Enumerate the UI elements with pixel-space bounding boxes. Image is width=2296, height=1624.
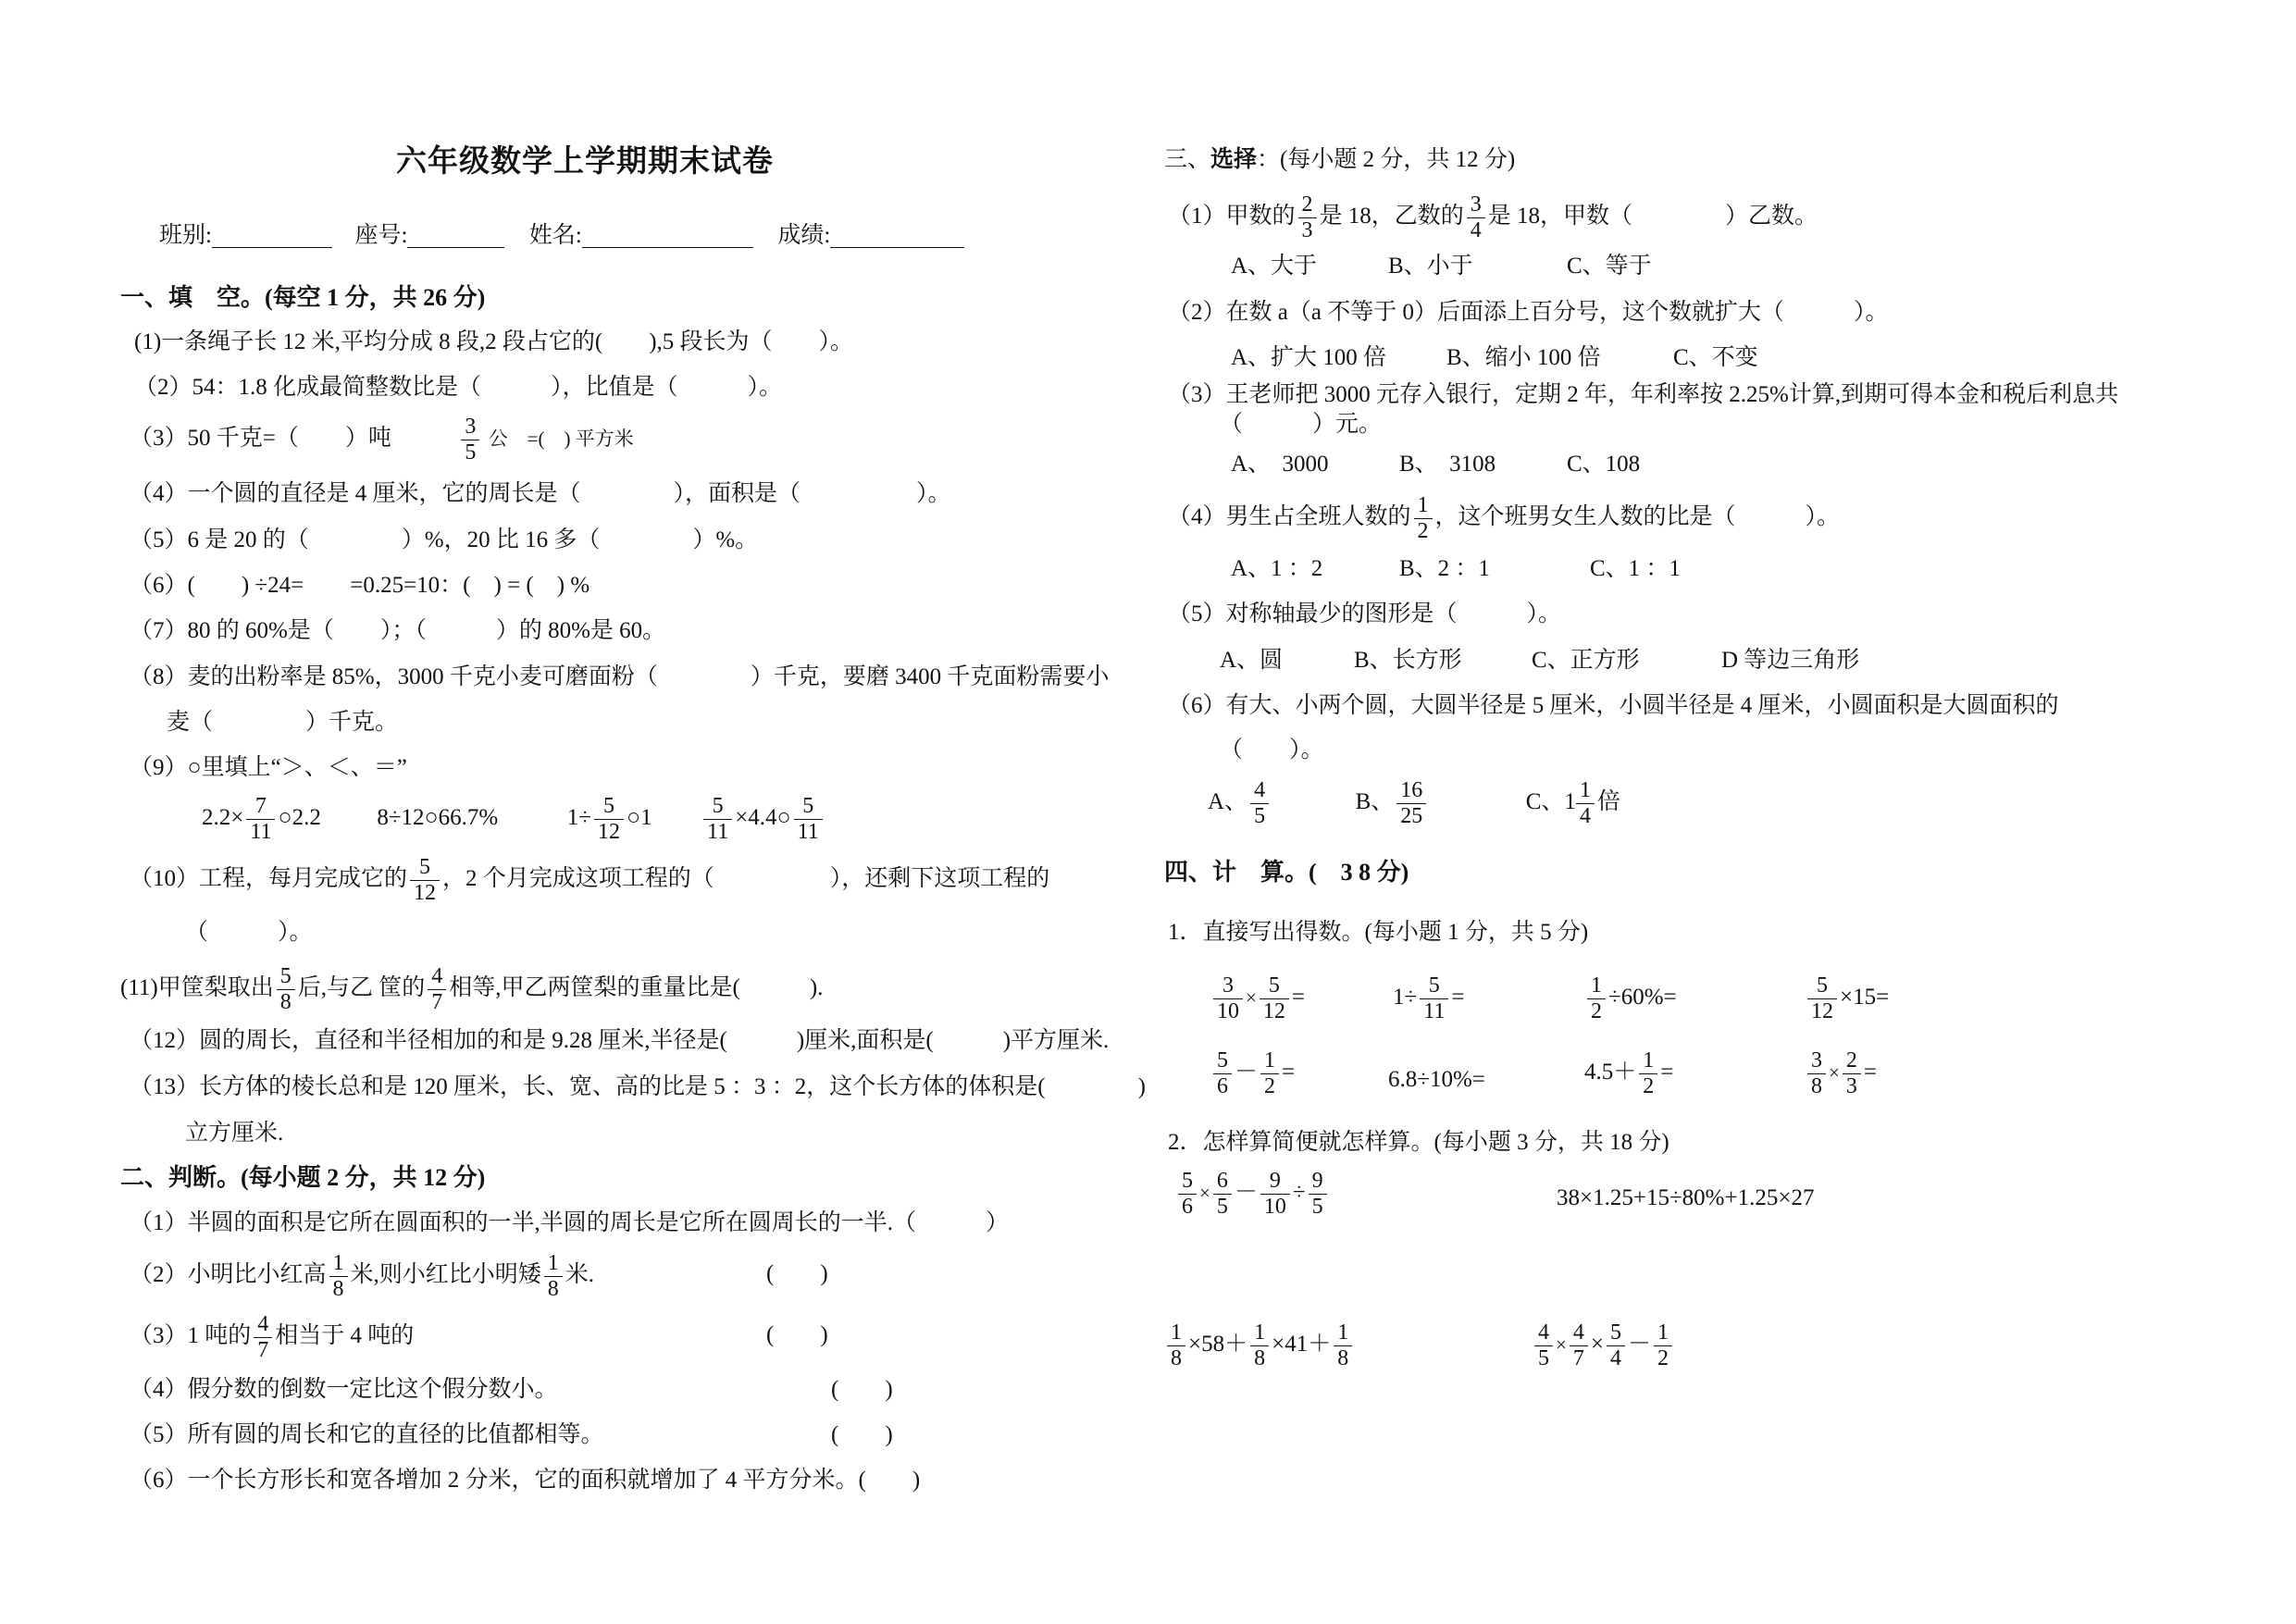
name-label: 姓名: (528, 223, 582, 248)
s1-q12: （12）圆的周长，直径和半径相加的和是 9.28 厘米,半径是( )厘米,面积是( )平方厘米. (130, 1028, 1110, 1053)
s1-q8-line2: 麦（ ）千克。 (167, 710, 399, 735)
s3-q4-opt-b: B、2 ：1 (1399, 556, 1490, 581)
s4-e3: $\frac{1}{8}$ ×58＋ $\frac{1}{8}$ ×41＋ $\frac{1}{8}$ (1164, 1320, 1355, 1371)
exam-title: 六年级数学上学期期末试卷 (396, 145, 774, 179)
s1-q9: （9）○里填上“＞、＜、＝” (130, 755, 407, 780)
s4-r1-d: $\frac{5}{12}$ ×15= (1805, 973, 1889, 1024)
s2-q2-paren: ( ) (766, 1261, 828, 1286)
s1-q8-line1: （8）麦的出粉率是 85%，3000 千克小麦可磨面粉（ ）千克，要磨 3400 千克面粉需要小 (130, 664, 1110, 689)
section-3-heading: 三、选择：(每小题 2 分，共 12 分) (1164, 147, 1516, 172)
s3-q4: （4）男生占全班人数的 $\frac{1}{2}$ ，这个班男女生人数的比是（ ）。 (1168, 493, 1841, 543)
s3-q1-opt-c: C、等于 (1567, 254, 1652, 279)
s3-q5-opt-c: C、正方形 (1532, 648, 1640, 673)
s3-q5-opt-b: B、长方形 (1354, 648, 1462, 673)
s3-q2-opt-b: B、缩小 100 倍 (1446, 345, 1601, 370)
s3-q2-opt-a: A、扩大 100 倍 (1231, 345, 1387, 370)
s1-q10: （10）工程，每月完成它的 $\frac{5}{12}$ ，2 个月完成这项工程的（ ），还剩下这项工程的 (130, 855, 1050, 905)
s4-part1: 1．直接写出得数。(每小题 1 分，共 5 分) (1168, 920, 1589, 945)
s1-q3: （3）50 千克=（ ）吨 $\frac{3}{5}$ 公 =( ) 平方米 (130, 415, 634, 465)
student-info-row (159, 222, 964, 250)
s3-q1-opt-a: A、大于 (1231, 254, 1318, 279)
s2-q4: （4）假分数的倒数一定比这个假分数小。 (130, 1377, 558, 1402)
class-field[interactable] (212, 223, 332, 248)
seat-label: 座号: (354, 223, 408, 248)
s2-q4-paren: ( ) (831, 1377, 893, 1402)
s3-q6-options: A、 $\frac{4}{5}$ B、 $\frac{16}{25}$ C、1 $\frac{1}{4}$ 倍 (1208, 778, 1620, 828)
s4-r1-c: $\frac{1}{2}$ ÷60%= (1584, 973, 1677, 1024)
s2-q3-paren: ( ) (766, 1322, 828, 1347)
s2-q1: （1）半圆的面积是它所在圆面积的一半,半圆的周长是它所在圆周长的一半.（ ） (130, 1210, 1010, 1235)
s4-r2-a: $\frac{5}{6}$ － $\frac{1}{2}$ = (1210, 1048, 1295, 1099)
s3-q2: （2）在数 a（a 不等于 0）后面添上百分号，这个数就扩大（ ）。 (1168, 300, 1889, 325)
s3-q3-line2: （ ）元。 (1220, 412, 1383, 437)
s1-q1: (1)一条绳子长 12 米,平均分成 8 段,2 段占它的( ),5 段长为（ ）。 (134, 329, 854, 354)
s4-r2-d: $\frac{3}{8}$ × $\frac{2}{3}$ = (1805, 1048, 1877, 1099)
s2-q2: （2）小明比小红高 $\frac{1}{8}$ 米,则小红比小明矮 $\frac{1}{8}$ 米. (130, 1251, 595, 1301)
s3-q3-opt-a: A、 3000 (1231, 452, 1329, 477)
s2-q5-paren: ( ) (831, 1422, 893, 1447)
s2-q6: （6）一个长方形长和宽各增加 2 分米，它的面积就增加了 4 平方分米。( ) (130, 1468, 921, 1493)
section-1-heading: 一、填 空。(每空 1 分，共 26 分) (120, 284, 486, 311)
s1-q4: （4）一个圆的直径是 4 厘米，它的周长是（ ），面积是（ ）。 (130, 481, 951, 506)
s3-q4-opt-c: C、1 ：1 (1590, 556, 1681, 581)
s3-q6-line2: （ ）。 (1220, 738, 1324, 762)
s3-q3-opt-b: B、 3108 (1399, 452, 1496, 477)
section-4-heading: 四、计 算。( 3 8 分) (1164, 859, 1409, 886)
s1-q7: （7）80 的 60%是（ ）；（ ）的 80%是 60。 (130, 618, 666, 643)
s1-q13-line2: 立方厘米. (185, 1121, 284, 1146)
section-2-heading: 二、判断。(每小题 2 分，共 12 分) (120, 1164, 486, 1191)
score-label: 成绩: (777, 223, 831, 248)
name-field[interactable] (582, 223, 753, 248)
s3-q6-line1: （6）有大、小两个圆，大圆半径是 5 厘米，小圆半径是 4 厘米，小圆面积是大圆面积的 (1168, 693, 2059, 718)
s3-q1: （1）甲数的 $\frac{2}{3}$ 是 18，乙数的 $\frac{3}{4}$ 是 18，甲数（ ）乙数。 (1168, 192, 1818, 242)
s2-q3: （3）1 吨的 $\frac{4}{7}$ 相当于 4 吨的 (130, 1312, 415, 1362)
s4-e2: 38×1.25+15÷80%+1.25×27 (1557, 1185, 1815, 1210)
s3-q2-opt-c: C、不变 (1673, 345, 1758, 370)
fraction: $\frac{3}{5}$ (461, 415, 479, 465)
s1-q10-line2: （ ）。 (185, 920, 313, 945)
s4-part2: 2．怎样算简便就怎样算。(每小题 3 分，共 18 分) (1168, 1130, 1669, 1155)
s1-q11: (11)甲筐梨取出 $\frac{5}{8}$ 后,与乙 筐的 $\frac{4}{7}$ 相等,甲乙两筐梨的重量比是( ). (120, 964, 824, 1014)
s1-q13-line1: （13）长方体的棱长总和是 120 厘米，长、宽、高的比是 5 ：3 ：2，这个长方体的体积是( ) (130, 1074, 1146, 1099)
s3-q4-opt-a: A、1 ：2 (1231, 556, 1323, 581)
s4-e1: $\frac{5}{6}$ × $\frac{6}{5}$ － $\frac{9}{10}$ ÷ $\frac{9}{5}$ (1175, 1169, 1330, 1220)
s3-q1-opt-b: B、小于 (1388, 254, 1473, 279)
seat-field[interactable] (407, 223, 504, 248)
s4-r1-a: $\frac{3}{10}$ × $\frac{5}{12}$ = (1210, 973, 1305, 1024)
s3-q5: （5）对称轴最少的图形是（ ）。 (1168, 601, 1562, 626)
s2-q5: （5）所有圆的周长和它的直径的比值都相等。 (130, 1422, 604, 1447)
score-field[interactable] (830, 223, 964, 248)
s4-r2-c: 4.5＋ $\frac{1}{2}$ = (1584, 1048, 1674, 1098)
s3-q3-opt-c: C、108 (1567, 452, 1641, 477)
class-label: 班别: (159, 223, 212, 248)
s1-q9-items: 2.2× $\frac{7}{11}$ ○2.2 8÷12○66.7% 1÷ $\frac{5}{12}$ ○1 $\frac{5}{11}$ ×4.4○ $\frac{5}{11}$ (202, 794, 825, 845)
s4-r1-b: 1÷ $\frac{5}{11}$ = (1393, 973, 1465, 1023)
s4-e4: $\frac{4}{5}$ × $\frac{4}{7}$ × $\frac{5}{4}$ － $\frac{1}{2}$ (1532, 1320, 1675, 1371)
s3-q5-opt-d: D 等边三角形 (1721, 648, 1860, 673)
s1-q5: （5）6 是 20 的（ ）%，20 比 16 多（ ）%。 (130, 527, 759, 552)
s3-q3-line1: （3）王老师把 3000 元存入银行，定期 2 年，年利率按 2.25%计算,到期可得本金和税后利息共 (1168, 382, 2119, 407)
s1-q2: （2）54：1.8 化成最简整数比是（ ），比值是（ ）。 (134, 375, 783, 400)
s3-q5-opt-a: A、圆 (1220, 648, 1284, 673)
s1-q6: （6）( ) ÷24= =0.25=10：( ) = ( ) % (130, 573, 590, 598)
s4-r2-b: 6.8÷10%= (1388, 1067, 1485, 1092)
